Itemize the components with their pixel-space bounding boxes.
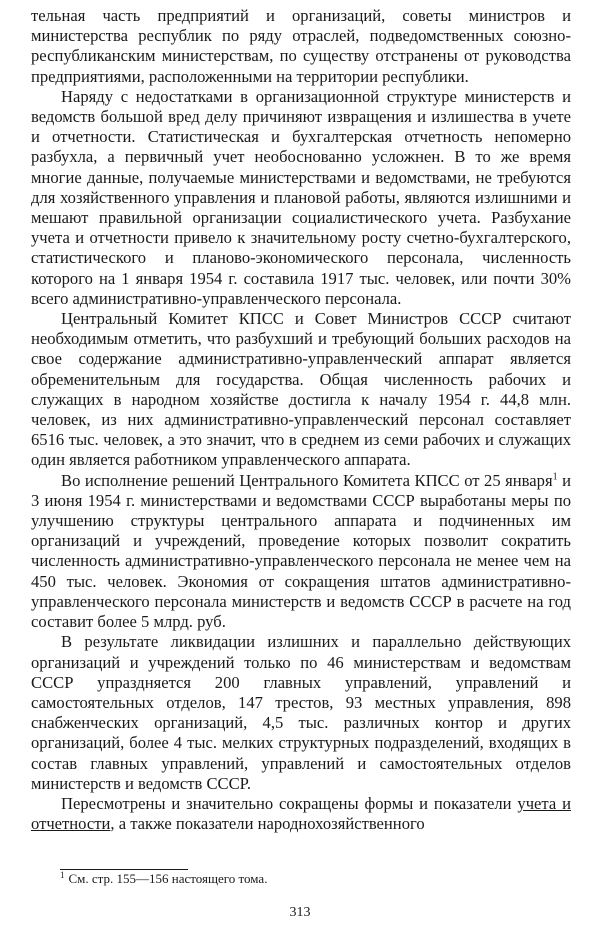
footnote bbox=[60, 871, 560, 887]
paragraph-6-text-start: Пересмотрены и значительно сокращены формы и показатели bbox=[61, 793, 518, 813]
page-number: 313 bbox=[289, 905, 311, 920]
footnote-text: См. стр. 155—156 настоящего тома. bbox=[68, 871, 268, 886]
paragraph-4 bbox=[31, 471, 571, 633]
paragraph-2: Наряду с недостатками в организационной структуре министерств и ведомств большой вред делу причиняют извращения и излишества в учете и отчетности. Статистическая и бухгалтерская отчетность непомерно разбухла, а первичный учет необоснованно усложнен. В то же время многие данные, получаемые министерствами и ведомствами, не требуются для хозяйственного управления и плановой работы, являются излишними и мешают правильной организации социалистического учета. Разбухание учета и отчетности привело к значительному росту счетно-бухгалтерского, статистического и планово-экономического персонала, численность которого на 1 января 1954 г. составила 1917 тыс. человек, или почти 30% всего административно-управленческого персонала. bbox=[31, 86, 571, 308]
footnote-reference: 1 bbox=[552, 471, 558, 483]
document-body bbox=[31, 6, 571, 834]
paragraph-6 bbox=[31, 794, 571, 834]
paragraph-1: тельная часть предприятий и организаций, советы министров и министерства республик по ряду отраслей, подведомственных союзно-республиканским министерствам, по существу отстранены от руководства предприятиями, расположенными на территории республики. bbox=[31, 6, 571, 86]
paragraph-5: В результате ликвидации излишних и параллельно действующих организаций и учреждений только по 46 министерствам и ведомствам СССР упраздняется 200 главных управлений, управлений и самостоятельных отделов, 147 трестов, 93 местных управления, 898 снабженческих организаций, 4,5 тыс. различных контор и других организаций, более 4 тыс. мелких структурных подразделений, входящих в состав главных управлений, управлений и самостоятельных отделов министерств и ведомств СССР. bbox=[31, 632, 571, 793]
footnote-divider bbox=[60, 869, 188, 870]
footnote-mark: 1 bbox=[60, 869, 65, 880]
paragraph-4-text-end: и 3 июня 1954 г. министерствами и ведомствами СССР выработаны меры по улучшению структуры центрального аппарата и подчиненных им организаций и учреждений, проведение которых позволит сократить численность административно-управленческого персонала не менее чем на 450 тыс. человек. Экономия от сокращения штатов административно-управленческого персонала министерств и ведомств СССР в расчете на год составит более 5 млрд. руб. bbox=[31, 470, 571, 632]
paragraph-4-text-start: Во исполнение решений Центрального Комитета КПСС от 25 января bbox=[61, 470, 553, 490]
paragraph-6-underlined-text: учета и отчетности bbox=[31, 793, 571, 834]
paragraph-3: Центральный Комитет КПСС и Совет Министров СССР считают необходимым отметить, что разбухший и требующий больших расходов на свое содержание административно-управленческий аппарат является обременительным для государства. Общая численность рабочих и служащих в народном хозяйстве достигла к началу 1954 г. 44,8 млн. человек, из них административно-управленческий персонал составляет 6516 тыс. человек, а это значит, что в среднем из семи рабочих и служащих один является работником управленческого аппарата. bbox=[31, 309, 571, 470]
paragraph-6-text-end: , а также показатели народнохозяйственного bbox=[110, 814, 425, 834]
